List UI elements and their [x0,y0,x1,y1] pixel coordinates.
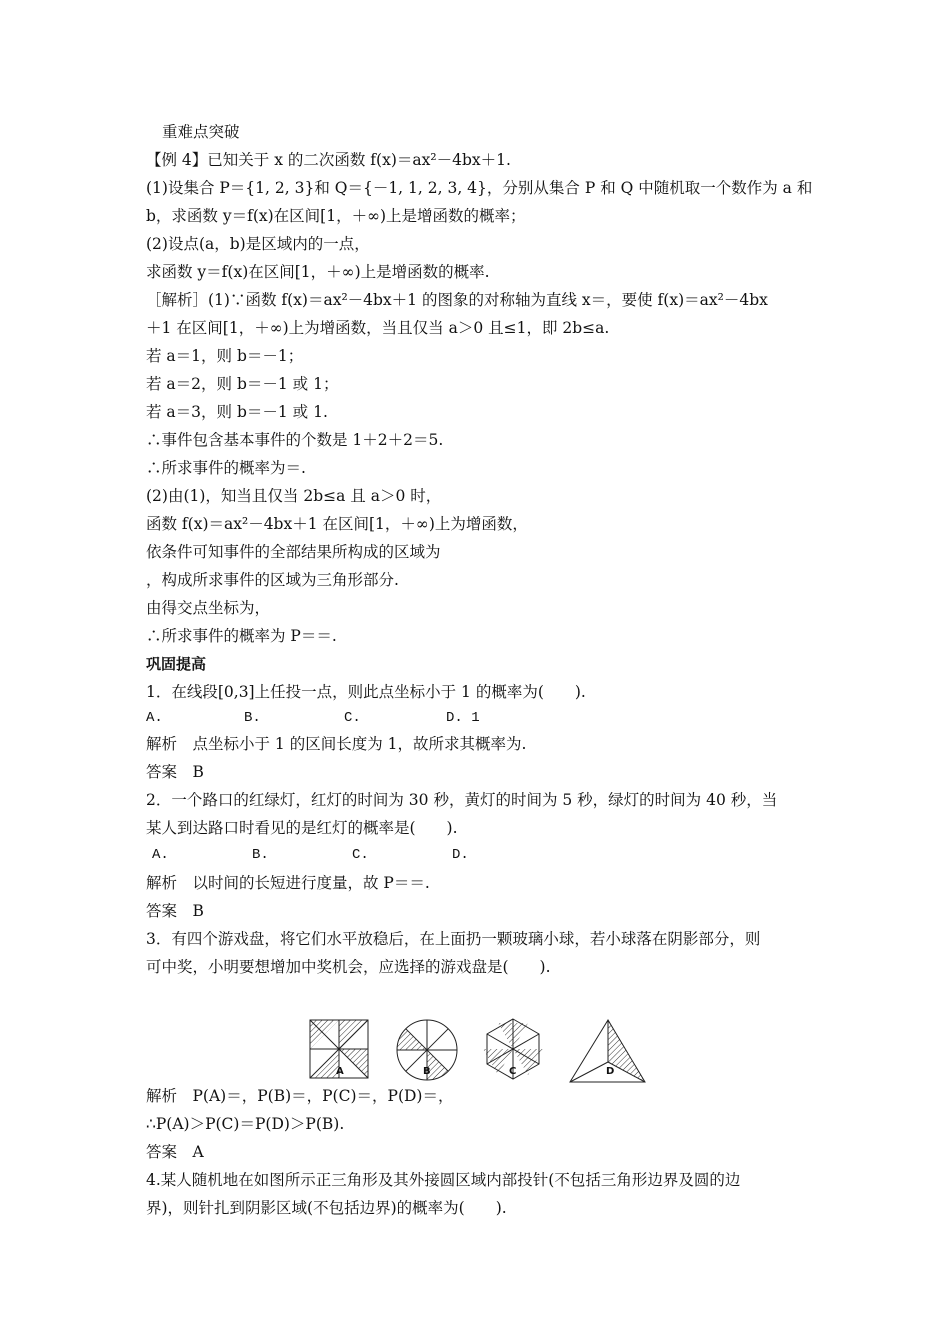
q4-stem-line2: 界)，则针扎到阴影区域(不包括边界)的概率为( ). [146,1199,507,1217]
example-title: 【例 4】已知关于 x 的二次函数 f(x)＝ax²－4bx＋1. [146,151,511,169]
q1-option-a: A. [146,710,163,726]
q2-stem-line1: 2．一个路口的红绿灯，红灯的时间为 30 秒，黄灯的时间为 5 秒，绿灯的时间为 40 秒，当 [146,791,778,809]
solution-line: ［解析］(1)∵函数 f(x)＝ax²－4bx＋1 的图象的对称轴为直线 x＝，要使 f(x)＝ax²－4bx [146,291,768,309]
q3-analysis-line1: 解析 P(A)＝，P(B)＝，P(C)＝，P(D)＝， [146,1087,454,1105]
figure-label-b: B [423,1066,431,1077]
q2-option-c: C. [352,847,369,863]
game-boards-figure [300,1008,650,1086]
q2-option-d: D. [452,847,469,863]
q1-analysis: 解析 点坐标小于 1 的区间长度为 1，故所求其概率为. [146,735,527,753]
solution-line: 函数 f(x)＝ax²－4bx＋1 在区间[1，＋∞)上为增函数， [146,515,528,533]
q1-option-c: C. [344,710,361,726]
solution-line: 由得交点坐标为， [146,599,271,617]
solution-line: 若 a＝3，则 b＝－1 或 1. [146,403,328,421]
q3-analysis-line2: ∴P(A)＞P(C)＝P(D)＞P(B). [146,1115,345,1133]
solution-line: (2)由(1)，知当且仅当 2b≤a 且 a＞0 时， [146,487,442,505]
q1-option-b: B. [244,710,261,726]
solution-line: ∴所求事件的概率为＝. [146,459,306,477]
solution-line: ＋1 在区间[1，＋∞)上为增函数，当且仅当 a＞0 且≤1，即 2b≤a. [146,319,610,337]
example-q1-line2: b，求函数 y＝f(x)在区间[1，＋∞)上是增函数的概率； [146,207,526,225]
example-q1-line1: (1)设集合 P＝{1, 2, 3}和 Q＝{－1, 1, 2, 3, 4}，分别从集合 P 和 Q 中随机取一个数作为 a 和 [146,179,813,197]
figure-label-c: C [509,1066,517,1077]
q1-answer: 答案 B [146,763,204,781]
solution-line: 若 a＝1，则 b＝－1； [146,347,304,365]
q2-option-b: B. [252,847,269,863]
section-heading: 重难点突破 [162,123,240,141]
example-q2-line2: 求函数 y＝f(x)在区间[1，＋∞)上是增函数的概率. [146,263,490,281]
q1-stem: 1．在线段[0,3]上任投一点，则此点坐标小于 1 的概率为( ). [146,683,586,701]
q2-option-a: A. [152,847,169,863]
q3-stem-line2: 可中奖，小明要想增加中奖机会，应选择的游戏盘是( ). [146,958,551,976]
q3-stem-line1: 3．有四个游戏盘，将它们水平放稳后，在上面扔一颗玻璃小球，若小球落在阴影部分，则 [146,930,761,948]
solution-line: 依条件可知事件的全部结果所构成的区域为 [146,543,441,561]
figure-label-d: D [606,1066,615,1077]
q2-stem-line2: 某人到达路口时看见的是红灯的概率是( ). [146,819,458,837]
consolidate-heading: 巩固提高 [146,655,207,673]
solution-line: ∴所求事件的概率为 P＝＝. [146,627,337,645]
figure-label-a: A [336,1066,344,1077]
example-q2-line1: (2)设点(a，b)是区域内的一点， [146,235,370,253]
solution-line: ∴事件包含基本事件的个数是 1＋2＋2＝5. [146,431,444,449]
q3-answer: 答案 A [146,1143,204,1161]
q2-analysis: 解析 以时间的长短进行度量，故 P＝＝. [146,874,430,892]
q2-answer: 答案 B [146,902,204,920]
solution-line: ，构成所求事件的区域为三角形部分. [146,571,399,589]
q1-option-d: D. 1 [446,710,480,726]
solution-line: 若 a＝2，则 b＝－1 或 1； [146,375,339,393]
q4-stem-line1: 4.某人随机地在如图所示正三角形及其外接圆区域内部投针(不包括三角形边界及圆的边 [146,1171,741,1189]
